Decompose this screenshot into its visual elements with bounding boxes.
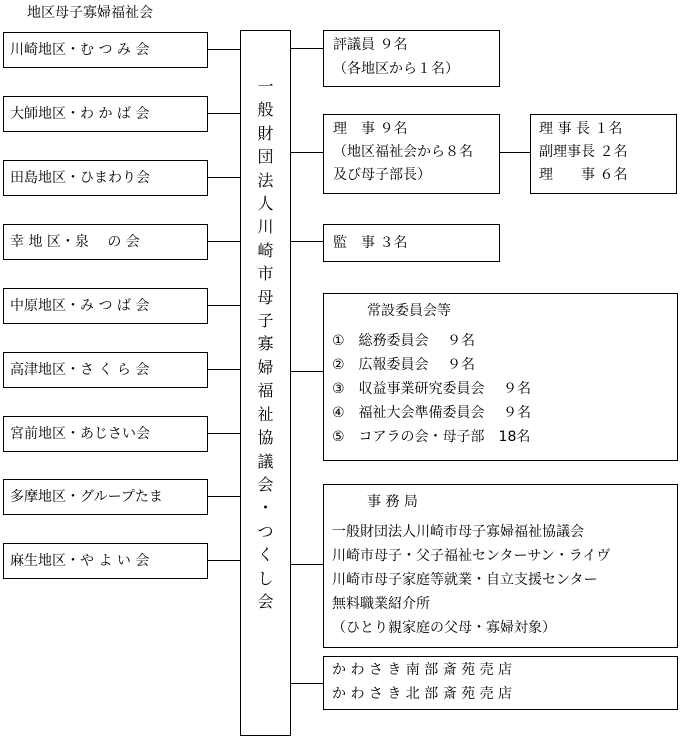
central-name-char: つ bbox=[257, 521, 274, 541]
central-name-char: 川 bbox=[257, 217, 274, 237]
secretariat-line: 一般財団法人川崎市母子寡婦福祉協議会 bbox=[332, 524, 584, 540]
connector-line bbox=[291, 241, 323, 242]
connector-line bbox=[208, 305, 240, 306]
committees-title: 常設委員会等 bbox=[367, 303, 451, 319]
connector-line bbox=[208, 369, 240, 370]
board-member-count: 理 事 ６名 bbox=[539, 167, 628, 183]
directors-count: 理 事 ９名 bbox=[333, 121, 408, 137]
connector-line bbox=[291, 48, 323, 49]
secretariat-line: 川崎市母子家庭等就業・自立支援センター bbox=[332, 572, 598, 588]
central-name-char: 議 bbox=[257, 451, 274, 471]
district-box-tama: 多摩地区・グループたま bbox=[3, 479, 208, 515]
directors-note-2: 及び母子部長） bbox=[333, 167, 431, 183]
auditors-count: 監 事 ３名 bbox=[333, 235, 408, 251]
connector-line bbox=[208, 496, 240, 497]
district-box-daishi: 大師地区・わ か ば 会 bbox=[3, 96, 208, 132]
central-name-char: 祉 bbox=[257, 404, 274, 424]
committees-box bbox=[323, 293, 678, 461]
district-box-asao: 麻生地区・や よ い 会 bbox=[3, 543, 208, 579]
connector-line bbox=[208, 113, 240, 114]
councillors-count: 評議員 ９名 bbox=[333, 37, 408, 53]
committee-item: ① 総務委員会 ９名 bbox=[332, 333, 476, 349]
district-box-takatsu: 高津地区・さ く ら 会 bbox=[3, 352, 208, 388]
committee-item: ③ 収益事業研究委員会 ９名 bbox=[332, 381, 532, 397]
central-organization-box bbox=[240, 30, 291, 736]
central-name-char: 法 bbox=[257, 170, 274, 190]
vice-chairman-count: 副理事長 ２名 bbox=[539, 144, 628, 160]
central-name-char: し bbox=[257, 568, 274, 588]
connector-line bbox=[291, 564, 323, 565]
district-box-saiwai: 幸 地 区・泉 の 会 bbox=[3, 224, 208, 260]
councillors-box bbox=[323, 30, 500, 87]
committee-item: ④ 福祉大会準備委員会 ９名 bbox=[332, 405, 532, 421]
connector-line bbox=[291, 683, 323, 684]
central-name-char: 人 bbox=[257, 194, 274, 214]
central-name-char: 崎 bbox=[257, 240, 274, 260]
auditors-box bbox=[323, 224, 500, 262]
central-name-char: 団 bbox=[257, 147, 274, 167]
councillors-note: （各地区から１名） bbox=[333, 61, 459, 77]
central-name-char: 福 bbox=[257, 381, 274, 401]
connector-line bbox=[291, 152, 323, 153]
central-name-char: 市 bbox=[257, 264, 274, 284]
district-box-kawasaki: 川崎地区・む つ み 会 bbox=[3, 32, 208, 68]
secretariat-line: 川崎市母子・父子福祉センターサン・ライヴ bbox=[332, 548, 611, 564]
officers-box bbox=[530, 114, 677, 194]
connector-line bbox=[208, 433, 240, 434]
committee-item: ② 広報委員会 ９名 bbox=[332, 357, 476, 373]
connector-line bbox=[208, 49, 240, 50]
committee-item: ⑤ コアラの会・母子部 18名 bbox=[332, 429, 531, 445]
central-name-char: 寡 bbox=[257, 334, 274, 354]
district-box-nakahara: 中原地区・み つ ば 会 bbox=[3, 288, 208, 324]
central-name-char: 婦 bbox=[257, 357, 274, 377]
secretariat-line: 無料職業紹介所 bbox=[332, 596, 430, 612]
district-box-tajima: 田島地区・ひまわり会 bbox=[3, 160, 208, 196]
central-name-char: く bbox=[257, 545, 274, 565]
directors-box bbox=[323, 114, 500, 194]
secretariat-line: （ひとり親家庭の父母・寡婦対象） bbox=[332, 620, 556, 636]
central-name-char: 会 bbox=[257, 591, 274, 611]
central-organization-name bbox=[241, 75, 290, 613]
shops-box bbox=[323, 656, 678, 710]
chairman-count: 理 事 長 １名 bbox=[539, 121, 623, 137]
district-box-miyamae: 宮前地区・あじさい会 bbox=[3, 416, 208, 452]
central-name-char: 子 bbox=[257, 311, 274, 331]
directors-note-1: （地区福祉会から８名 bbox=[333, 144, 473, 160]
central-name-char: 協 bbox=[257, 428, 274, 448]
central-name-char: ・ bbox=[257, 498, 274, 518]
connector-line bbox=[208, 177, 240, 178]
central-name-char: 財 bbox=[257, 123, 274, 143]
secretariat-box bbox=[323, 484, 678, 648]
connector-line bbox=[208, 241, 240, 242]
diagram-title: 地区母子寡婦福祉会 bbox=[27, 5, 153, 21]
central-name-char: 母 bbox=[257, 287, 274, 307]
connector-line bbox=[500, 152, 530, 153]
central-name-char: 会 bbox=[257, 474, 274, 494]
central-name-char: 一 bbox=[257, 77, 274, 96]
shop-line-south: か わ さ き 南 部 斎 苑 売 店 bbox=[332, 662, 513, 678]
connector-line bbox=[208, 560, 240, 561]
central-name-char: 般 bbox=[257, 100, 274, 120]
connector-line bbox=[291, 371, 323, 372]
shop-line-north: か わ さ き 北 部 斎 苑 売 店 bbox=[332, 686, 513, 702]
secretariat-title: 事 務 局 bbox=[367, 494, 418, 510]
